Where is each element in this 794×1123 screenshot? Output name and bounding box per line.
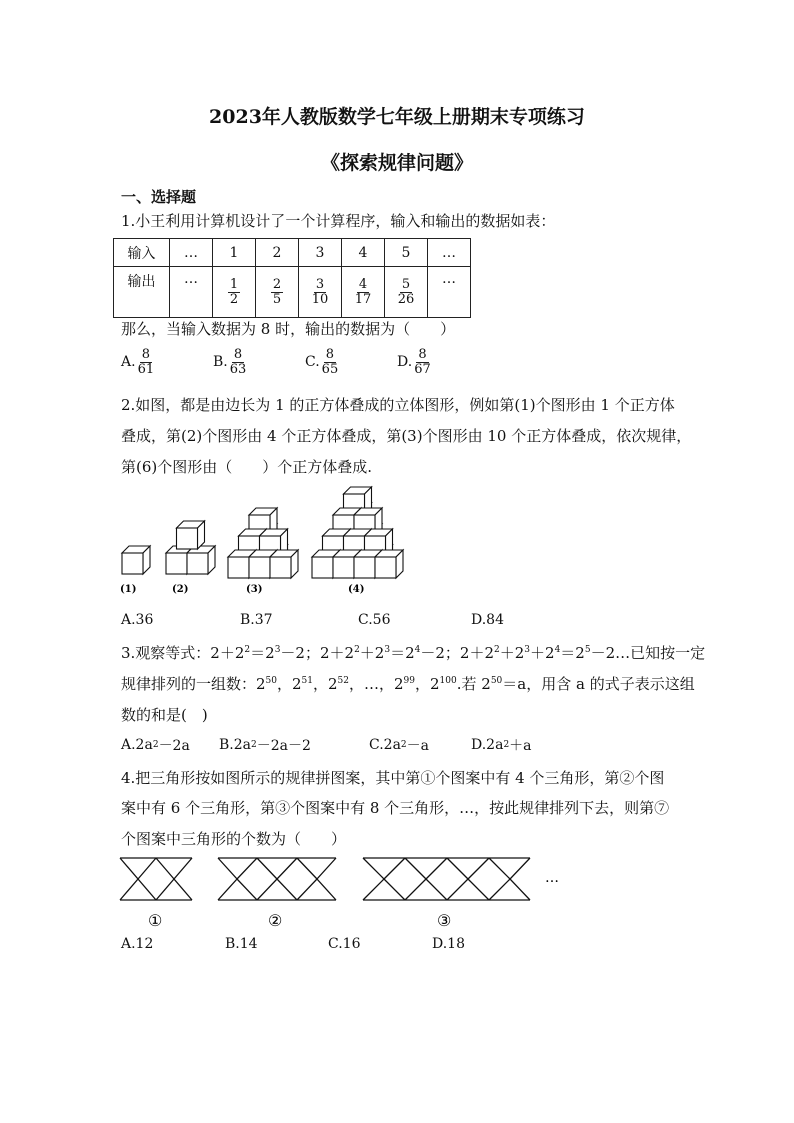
q2-line-1: 2.如图，都是由边长为 1 的正方体叠成的立体图形，例如第(1)个图形由 1 个正方体 — [121, 396, 675, 414]
option-b[interactable]: B.37 — [240, 612, 273, 628]
figure-label: (2) — [172, 584, 189, 595]
page-title: 2023年人教版数学七年级上册期末专项练习 — [209, 106, 585, 128]
triangle-pattern-figure — [115, 852, 575, 932]
option-c[interactable]: C. $\frac{8}{65}$ — [305, 347, 339, 377]
figure-label: (3) — [246, 584, 263, 595]
figure-label: (1) — [120, 584, 137, 595]
figure-label: (4) — [348, 584, 365, 595]
q4-line-1: 4.把三角形按如图所示的规律拼图案，其中第①个图案中有 4 个三角形，第②个图 — [121, 769, 665, 787]
cube — [270, 550, 298, 578]
pattern-1 — [120, 858, 192, 900]
pattern-label-3: ③ — [437, 911, 452, 930]
table-cell: … — [428, 239, 471, 267]
option-d[interactable]: D. $\frac{8}{67}$ — [397, 347, 431, 377]
table-cell: 4 — [342, 239, 385, 267]
option-a[interactable]: A.36 — [121, 612, 154, 628]
table-row — [114, 267, 471, 318]
cube — [375, 550, 403, 578]
q3-line-3: 数的和是( ) — [121, 706, 208, 724]
option-d[interactable]: D.2a 2 ＋a — [471, 737, 532, 754]
pattern-ellipsis: … — [545, 870, 559, 886]
q2-line-2: 叠成，第(2)个图形由 4 个正方体叠成，第(3)个图形由 10 个正方体叠成，依次规律， — [121, 427, 692, 445]
cube — [187, 546, 215, 574]
table-cell: … — [170, 239, 213, 267]
option-a[interactable]: A. $\frac{8}{61}$ — [121, 347, 155, 377]
q3-line-1: 3.观察等式：$2+2^2=2^3-2$；$2+2^2+2^3=2^4-2$；$2+2^2+2^3+2^4=2^5-2\dots$已知按一定 — [121, 644, 706, 662]
table-cell: … — [428, 267, 471, 318]
table-cell: 3 — [299, 239, 342, 267]
pattern-2 — [218, 858, 336, 900]
option-d[interactable]: D.18 — [432, 936, 465, 952]
fraction: $\frac{3}{10}$ — [311, 276, 329, 307]
pattern-3 — [363, 858, 530, 900]
table-cell: 5 — [385, 239, 428, 267]
q3-line-2: 规律排列的一组数：$2^{50}$，$2^{51}$，$2^{52}$，…，$2^{99}$，$2^{100}$.若 $2^{50}=a$，用含 a 的式子表示这组 — [121, 675, 695, 693]
table-cell: 1 — [213, 239, 256, 267]
table-cell: 2 — [256, 239, 299, 267]
cube — [177, 521, 205, 549]
table-cell — [385, 267, 428, 318]
fraction: $\frac{4}{17}$ — [354, 276, 372, 307]
option-b[interactable]: B.14 — [225, 936, 258, 952]
option-c[interactable]: C.16 — [328, 936, 361, 952]
option-c[interactable]: C.2a 2 －a — [369, 737, 430, 754]
q1-stem: 1.小王利用计算机设计了一个计算程序，输入和输出的数据如表： — [121, 212, 556, 230]
table-cell — [213, 267, 256, 318]
pattern-label-1: ① — [148, 911, 163, 930]
option-b[interactable]: B.2a 2 －2a－2 — [219, 737, 311, 754]
section-heading: 一、选择题 — [121, 188, 197, 206]
q4-line-2: 案中有 6 个三角形，第③个图案中有 8 个三角形，…，按此规律排列下去，则第⑦ — [121, 799, 670, 817]
fraction: $\frac{5}{26}$ — [397, 276, 415, 307]
table-cell: … — [170, 267, 213, 318]
q4-line-3: 个图案中三角形的个数为（ ） — [121, 830, 347, 848]
table-row — [114, 239, 471, 267]
table-cell — [256, 267, 299, 318]
table-cell: 输出 — [114, 267, 170, 318]
option-a[interactable]: A.12 — [121, 936, 154, 952]
q1-question: 那么，当输入数据为 8 时，输出的数据为（ ） — [121, 320, 456, 338]
pattern-label-2: ② — [268, 911, 283, 930]
table-cell — [342, 267, 385, 318]
option-c[interactable]: C.56 — [358, 612, 391, 628]
fraction: $\frac{2}{5}$ — [272, 276, 282, 307]
option-a[interactable]: A.2a 2 －2a — [121, 737, 190, 754]
io-table — [113, 238, 471, 318]
option-b[interactable]: B. $\frac{8}{63}$ — [213, 347, 247, 377]
q2-line-3: 第(6)个图形由（ ）个正方体叠成. — [121, 458, 373, 476]
fraction: $\frac{1}{2}$ — [229, 276, 239, 307]
cube — [122, 546, 150, 574]
table-cell — [299, 267, 342, 318]
cube-stack-figure — [110, 482, 420, 602]
page-subtitle: 《探索规律问题》 — [320, 152, 473, 174]
option-d[interactable]: D.84 — [471, 612, 504, 628]
table-cell: 输入 — [114, 239, 170, 267]
